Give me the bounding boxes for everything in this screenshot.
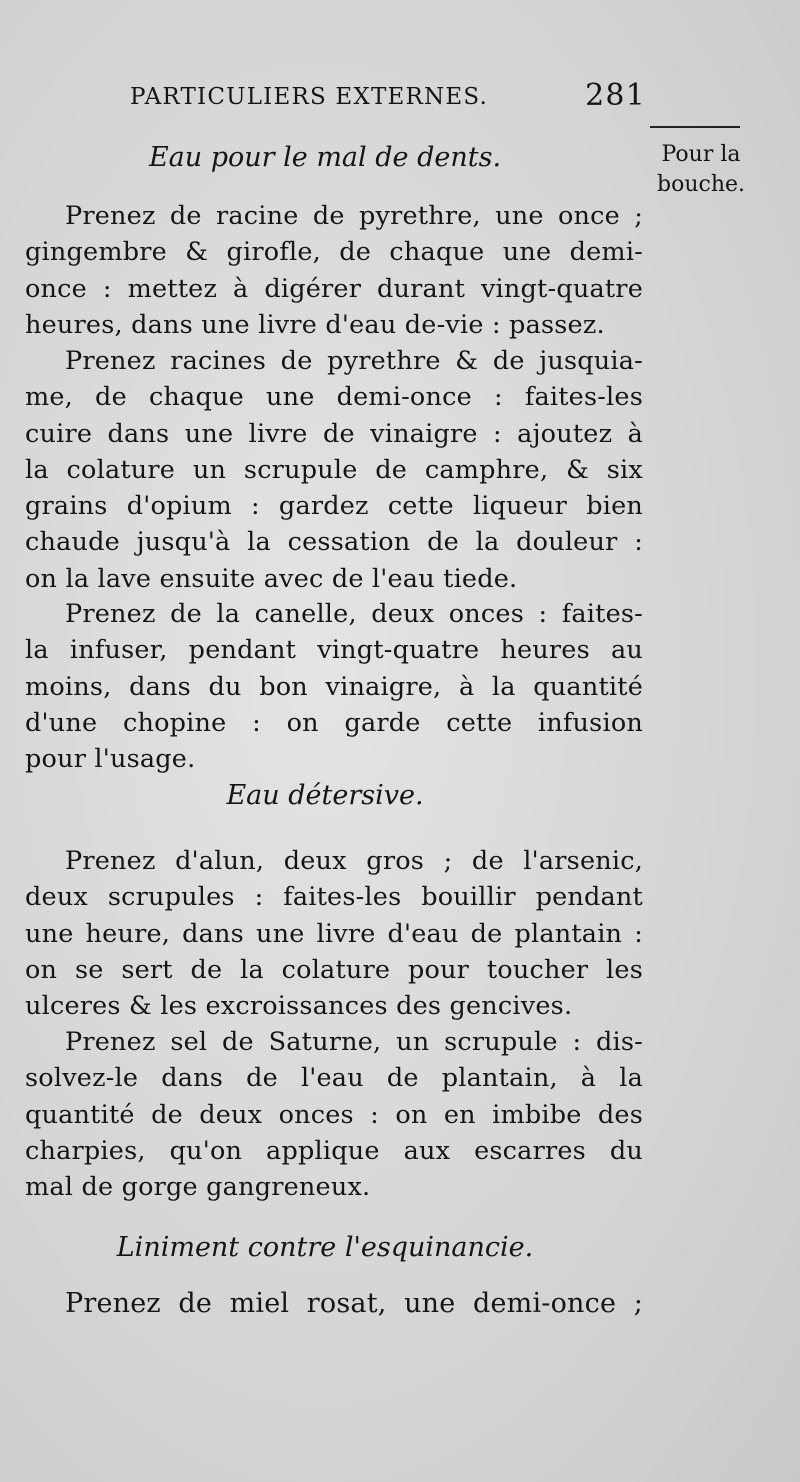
text-line: pour l'usage. bbox=[25, 744, 196, 775]
text-line: solvez-le dans de l'eau de plantain, à la bbox=[25, 1063, 643, 1094]
marginal-note bbox=[646, 140, 756, 200]
running-head bbox=[130, 78, 650, 118]
page-number: 281 bbox=[585, 78, 646, 113]
running-head-title: PARTICULIERS EXTERNES. bbox=[130, 84, 489, 110]
section-heading: Eau détersive. bbox=[226, 780, 424, 811]
text-line: charpies, qu'on applique aux escarres du bbox=[25, 1135, 643, 1166]
text-line: Prenez de racine de pyrethre, une once ; bbox=[65, 201, 643, 231]
text-line: Prenez de miel rosat, une demi-once ; bbox=[65, 1288, 643, 1319]
paragraph bbox=[25, 1024, 643, 1205]
text-line: gingembre & girofle, de chaque une demi- bbox=[25, 237, 643, 268]
paragraph bbox=[25, 843, 643, 1024]
text-line: grains d'opium : gardez cette liqueur bien bbox=[25, 491, 643, 522]
marginal-note-line: Pour la bbox=[661, 142, 741, 167]
text-line: moins, dans du bon vinaigre, à la quantité bbox=[25, 671, 643, 702]
section-heading: Eau pour le mal de dents. bbox=[148, 142, 502, 173]
text-line: Prenez de la canelle, deux onces : faites- bbox=[65, 599, 643, 629]
text-line: quantité de deux onces : on en imbibe des bbox=[25, 1099, 643, 1130]
text-line: me, de chaque une demi-once : faites-les bbox=[25, 382, 643, 413]
text-line: une heure, dans une livre d'eau de plantain : bbox=[25, 918, 643, 949]
marginal-rule bbox=[650, 126, 740, 128]
text-line: cuire dans une livre de vinaigre : ajoutez à bbox=[25, 418, 643, 449]
text-line: Prenez racines de pyrethre & de jusquia- bbox=[65, 346, 643, 376]
text-line: deux scrupules : faites-les bouillir pendant bbox=[25, 882, 643, 913]
text-line: la infuser, pendant vingt-quatre heures au bbox=[25, 635, 643, 666]
text-line: la colature un scrupule de camphre, & six bbox=[25, 454, 643, 485]
text-line: once : mettez à digérer durant vingt-quatre bbox=[25, 273, 643, 304]
text-line: Prenez sel de Saturne, un scrupule : dis- bbox=[65, 1027, 643, 1057]
text-line: chaude jusqu'à la cessation de la douleur : bbox=[25, 527, 643, 558]
text-line: on la lave ensuite avec de l'eau tiede. bbox=[25, 563, 518, 594]
paragraph bbox=[25, 343, 643, 597]
paragraph bbox=[25, 596, 643, 777]
text-line: heures, dans une livre d'eau de-vie : passez. bbox=[25, 309, 605, 340]
paragraph bbox=[25, 1286, 643, 1322]
text-line: mal de gorge gangreneux. bbox=[25, 1172, 371, 1203]
section-heading: Liniment contre l'esquinancie. bbox=[116, 1232, 534, 1263]
text-line: on se sert de la colature pour toucher les bbox=[25, 954, 643, 985]
text-line: ulceres & les excroissances des gencives. bbox=[25, 991, 573, 1022]
text-line: Prenez d'alun, deux gros ; de l'arsenic, bbox=[65, 846, 643, 876]
paragraph bbox=[25, 198, 643, 343]
marginal-note-line: bouche. bbox=[657, 172, 745, 197]
text-line: d'une chopine : on garde cette infusion bbox=[25, 707, 643, 738]
